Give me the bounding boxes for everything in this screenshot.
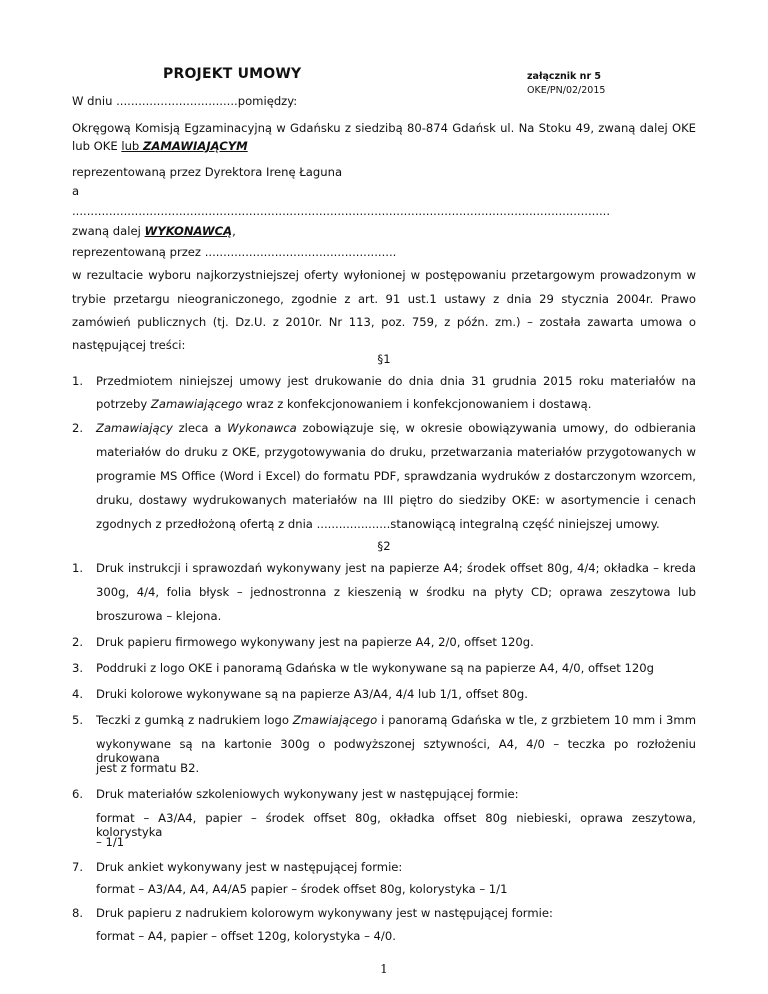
s1-p2-line2: materiałów do druku z OKE, przygotowywania do druku, przetwarzania materiałów przygotowanych w xyxy=(96,445,696,459)
text-span: zobowiązuje się, w okresie obowiązywania umowy, do odbierania xyxy=(296,421,696,435)
list-number: 5. xyxy=(72,713,84,727)
represented2: reprezentowaną przez .................................................... xyxy=(72,245,397,259)
text-span: zwaną dalej xyxy=(72,224,145,238)
s2-i1-line3: broszurowa – klejona. xyxy=(96,609,222,623)
document-title: PROJEKT UMOWY xyxy=(163,66,302,82)
attachment-label: załącznik nr 5 xyxy=(527,71,602,82)
s2-i3-line1: Poddruki z logo OKE i panoramą Gdańska w tle wykonywane są na papierze A4, 4/0, offset 120g xyxy=(96,661,654,675)
list-number: 3. xyxy=(72,661,84,675)
s1-p2-line4: druku, dostawy wydrukowanych materiałów na III piętro do siedziby OKE: w asortymencie i cenach xyxy=(96,493,696,507)
text-span: Teczki z gumką z nadrukiem logo xyxy=(96,713,293,727)
section2-heading: §2 xyxy=(377,539,391,553)
dots-line: .................................................................................................................................................. xyxy=(72,204,611,218)
text-span: zleca a xyxy=(172,421,228,435)
s2-i2-line1: Druk papieru firmowego wykonywany jest na papierze A4, 2/0, offset 120g. xyxy=(96,635,534,649)
text-span: wraz z konfekcjonowaniem i konfekcjonowaniem i dostawą. xyxy=(242,397,592,411)
reference-number: OKE/PN/02/2015 xyxy=(527,85,606,96)
list-number: 1. xyxy=(72,374,84,388)
list-number: 2. xyxy=(72,421,84,435)
s2-i6-line2: format – A3/A4, papier – środek offset 80g, okładka offset 80g niebieski, oprawa zeszytowa, kolorystyka xyxy=(96,811,696,839)
s1-p2-line1 xyxy=(96,421,696,435)
date-line: W dniu .................................pomiędzy: xyxy=(72,94,298,108)
s2-i5-line2: wykonywane są na kartonie 300g o podwyższonej sztywności, A4, 4/0 – teczka po rozłożeniu drukowana xyxy=(96,737,696,765)
s1-p1-line2 xyxy=(96,397,696,411)
text-span: Zamawiającego xyxy=(150,397,243,411)
list-number: 2. xyxy=(72,635,84,649)
s2-i1-line1: Druk instrukcji i sprawozdań wykonywany jest na papierze A4; środek offset 80g, 4/4; okładka – kreda xyxy=(96,561,696,575)
s1-p2-line5: zgodnych z przedłożoną ofertą z dnia ....................stanowiącą integralną część niniejszej umowy. xyxy=(96,517,660,531)
text-span: Zamawiający xyxy=(96,421,173,435)
party1-line2 xyxy=(72,139,696,153)
s2-i1-line2: 300g, 4/4, folia błysk – jednostronna z kieszenią w środku na płyty CD; oprawa zeszytowa lub xyxy=(96,585,696,599)
list-number: 1. xyxy=(72,561,84,575)
s2-i7-line2: format – A3/A4, A4, A4/A5 papier – środek offset 80g, kolorystyka – 1/1 xyxy=(96,882,508,896)
text-span: , xyxy=(232,224,236,238)
party1-line1: Okręgową Komisją Egzaminacyjną w Gdańsku z siedzibą 80-874 Gdańsk ul. Na Stoku 49, zwaną dalej OKE xyxy=(72,121,696,135)
s2-i4-line1: Druki kolorowe wykonywane są na papierze A3/A4, 4/4 lub 1/1, offset 80g. xyxy=(96,687,528,701)
list-number: 6. xyxy=(72,787,84,801)
s2-i6-line1: Druk materiałów szkoleniowych wykonywany jest w następującej formie: xyxy=(96,787,519,801)
s1-p1-line1: Przedmiotem niniejszej umowy jest drukowanie do dnia dnia 31 grudnia 2015 roku materiałów na xyxy=(96,374,696,388)
text-span: Wykonawca xyxy=(227,421,297,435)
result-line2: trybie przetargu nieograniczonego, zgodnie z art. 91 ust.1 ustawy z dnia 29 stycznia 2004r. Prawo xyxy=(72,292,696,306)
text-span: Zmawiającego xyxy=(292,713,378,727)
result-line3: zamówień publicznych (tj. Dz.U. z 2010r. Nr 113, poz. 759, z późn. zm.) – została zawarta umowa o xyxy=(72,315,696,329)
text-span: i panoramą Gdańska w tle, z grzbietem 10 mm i 3mm xyxy=(377,713,697,727)
s2-i5-line3: jest z formatu B2. xyxy=(96,761,200,775)
list-number: 8. xyxy=(72,906,84,920)
wykonawca-name: WYKONAWCĄ xyxy=(144,224,233,238)
s2-i8-line2: format – A4, papier – offset 120g, kolorystyka – 4/0. xyxy=(96,929,396,943)
zamawiajacy-name: ZAMAWIAJĄCYM xyxy=(142,139,248,153)
list-number: 4. xyxy=(72,687,84,701)
and-line: a xyxy=(72,184,80,198)
text-span: potrzeby xyxy=(96,397,151,411)
list-number: 7. xyxy=(72,860,84,874)
section1-heading: §1 xyxy=(377,352,391,366)
text-span: lub OKE xyxy=(72,139,122,153)
s2-i5-line1 xyxy=(96,713,696,727)
represented1: reprezentowaną przez Dyrektora Irenę Łaguna xyxy=(72,165,343,179)
s2-i8-line1: Druk papieru z nadrukiem kolorowym wykonywany jest w następującej formie: xyxy=(96,906,553,920)
s1-p2-line3: programie MS Office (Word i Excel) do formatu PDF, sprawdzania wydruków z dostarczonym wzorcem, xyxy=(96,469,696,483)
s2-i6-line3: – 1/1 xyxy=(96,835,125,849)
result-line1: w rezultacie wyboru najkorzystniejszej oferty wyłonionej w postępowaniu przetargowym prowadzonym w xyxy=(72,268,696,282)
s2-i7-line1: Druk ankiet wykonywany jest w następującej formie: xyxy=(96,860,403,874)
page-number: 1 xyxy=(380,962,388,976)
result-line4: następującej treści: xyxy=(72,338,186,352)
called2-line xyxy=(72,224,696,238)
text-span: lub xyxy=(121,139,143,153)
